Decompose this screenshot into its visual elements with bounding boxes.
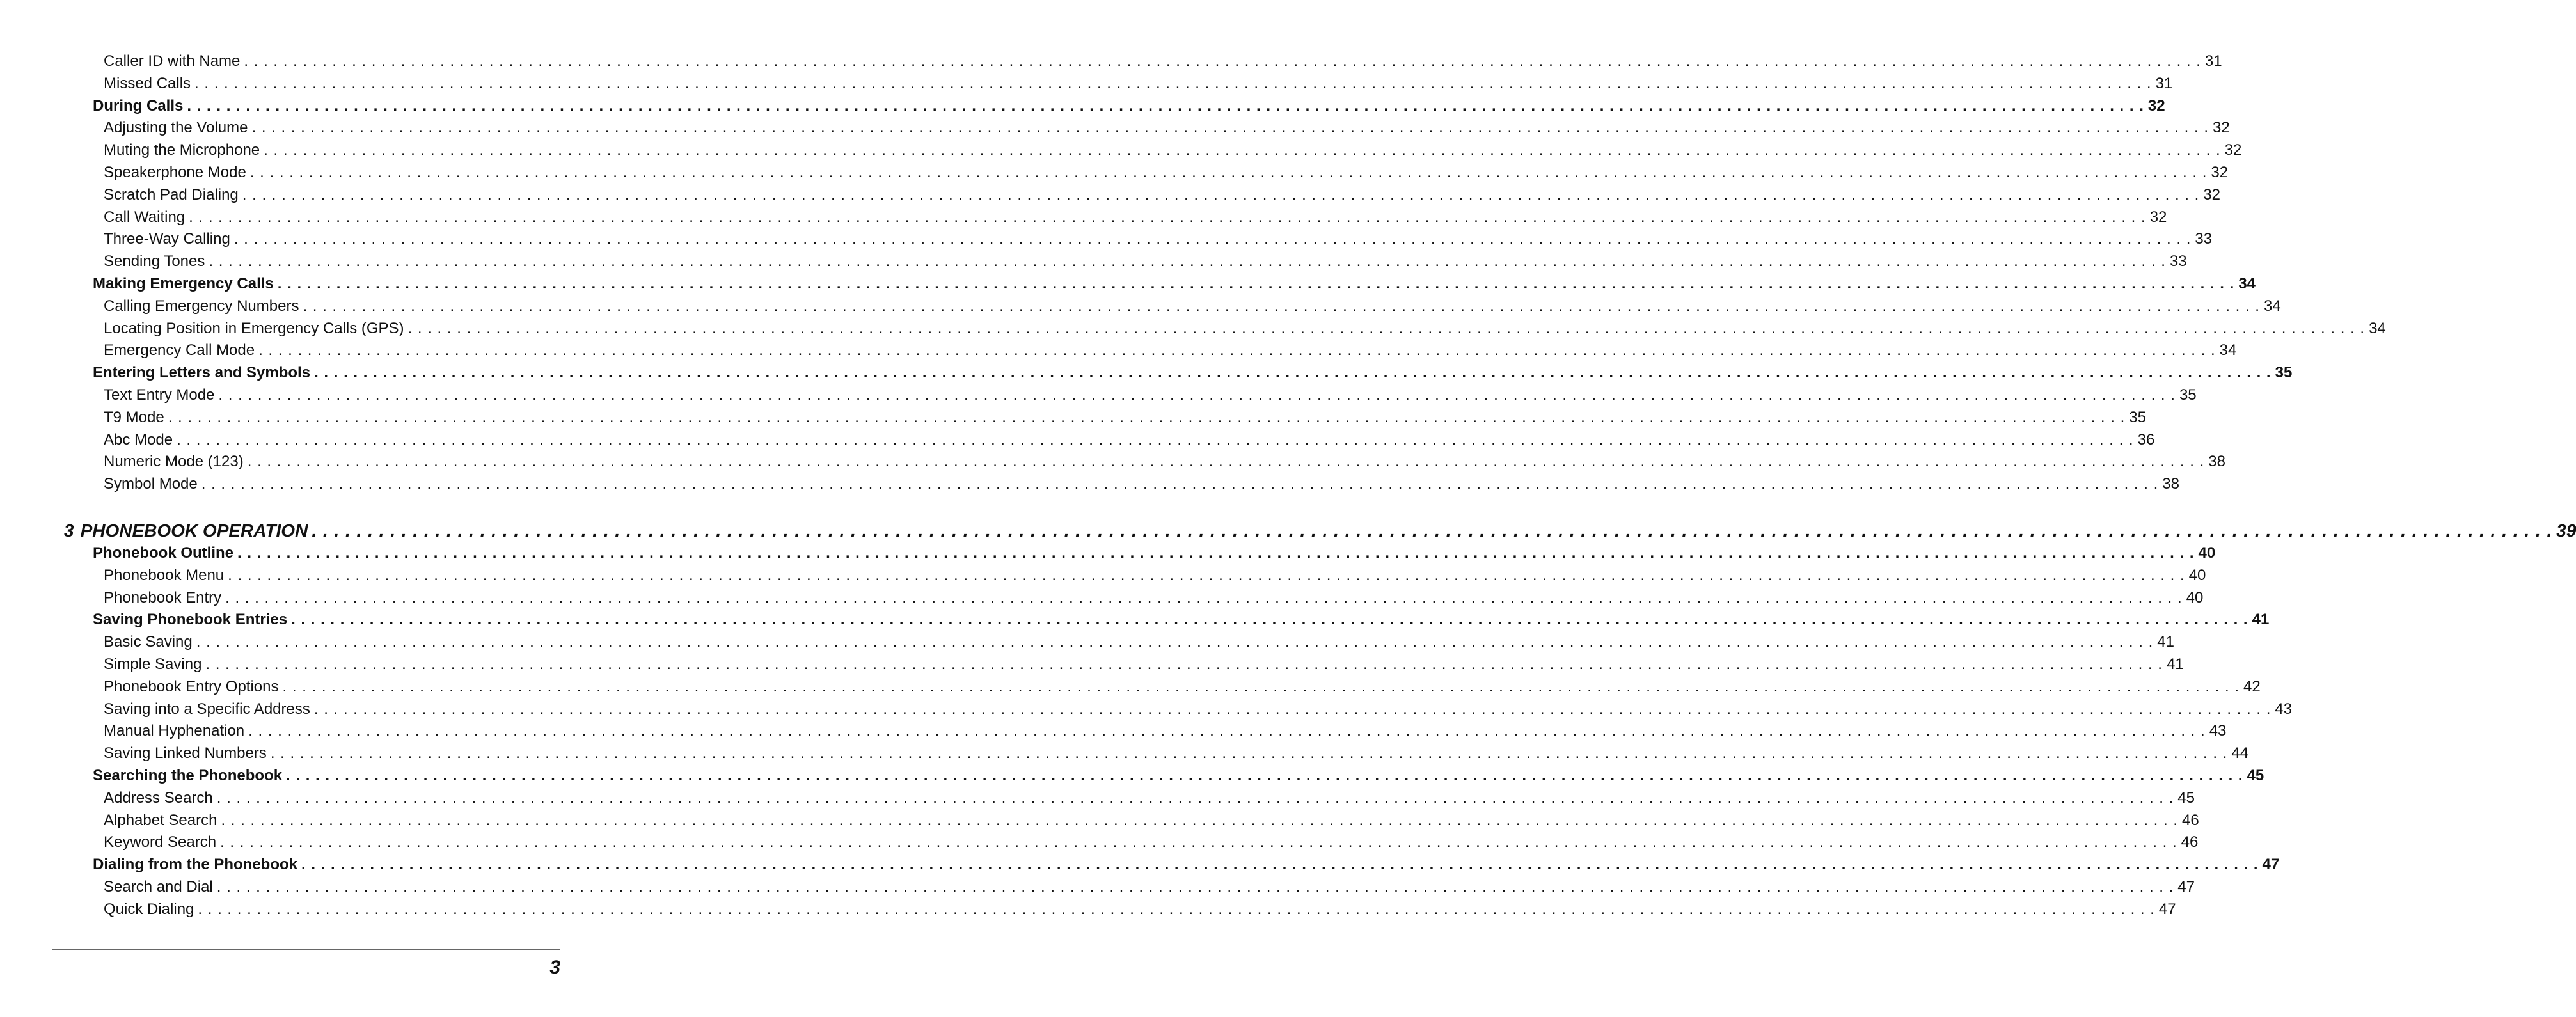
toc-section xyxy=(0,609,2270,631)
toc-page-number: 46 xyxy=(2182,811,2199,829)
toc-entry-text: Saving Phonebook Entries xyxy=(93,611,288,629)
table-of-contents xyxy=(0,51,2576,920)
toc-entry-text: Making Emergency Calls xyxy=(93,274,274,292)
toc-entry-text: Basic Saving xyxy=(104,633,193,651)
toc-page-number: 46 xyxy=(2181,833,2199,851)
dot-leader: . . . . . . . . . . . . . . . . . . . . . . . . . . . . . . . . . . . . . . . . . . . . . . . . . . . . . . . . . . . . . . . . . . . . . . . . . . . . . . . . . . . . . . . . . . . . . . . . . . . . . . . . . . . . . . . . . . . . . . . . . . . . . . . . . . . . . . . . . . . . . . . . . . . . . . . . . . . . . . . . . . . . . . . . . . . . . . . . . . . . . . . . . . . . . . . . . . . . . . . . xyxy=(277,274,2235,292)
toc-entry-text: Three-Way Calling xyxy=(104,230,230,248)
toc-entry-text: Saving into a Specific Address xyxy=(104,700,310,718)
toc-subsection xyxy=(0,810,2199,832)
toc-page-number: 41 xyxy=(2252,611,2270,629)
toc-page-number: 32 xyxy=(2211,163,2229,181)
toc-entry-title xyxy=(104,318,404,340)
toc-page-number: 35 xyxy=(2129,408,2146,426)
toc-page-number: 44 xyxy=(2231,745,2249,762)
toc-page-number: 32 xyxy=(2147,97,2165,114)
toc-page-number: 40 xyxy=(2186,588,2204,606)
toc-entry-title xyxy=(93,609,287,631)
toc-entry-title xyxy=(104,207,185,229)
toc-entry-title xyxy=(104,832,216,854)
toc-entry-title xyxy=(104,51,240,73)
dot-leader: . . . . . . . . . . . . . . . . . . . . . . . . . . . . . . . . . . . . . . . . . . . . . . . . . . . . . . . . . . . . . . . . . . . . . . . . . . . . . . . . . . . . . . . . . . . . . . . . . . . . . . . . . . . . . . . . . . . . . . . . . . . . . . . . . . . . . . . . . . . . . . . . . . . . . . . . . . . . . . . . . . . . . . . . . . . . . . . . . . . . . . . . . . . . . . . . . . . . . . . . xyxy=(303,297,2260,315)
toc-entry-text: Text Entry Mode xyxy=(104,386,215,404)
toc-entry-text: PHONEBOOK OPERATION xyxy=(80,520,308,540)
toc-subsection xyxy=(0,117,2230,139)
toc-entry-title xyxy=(104,340,255,362)
toc-subsection xyxy=(0,51,2222,73)
toc-entry-text: Search and Dial xyxy=(104,878,213,895)
toc-entry-text: Dialing from the Phonebook xyxy=(93,856,298,874)
toc-subsection xyxy=(0,676,2261,698)
toc-entry-text: Symbol Mode xyxy=(104,475,198,493)
toc-subsection xyxy=(0,384,2197,407)
dot-leader: . . . . . . . . . . . . . . . . . . . . . . . . . . . . . . . . . . . . . . . . . . . . . . . . . . . . . . . . . . . . . . . . . . . . . . . . . . . . . . . . . . . . . . . . . . . . . . . . . . . . . . . . . . . . . . . . . . . . . . . . . . . . . . . . . . . . . . . . . . . . . . . . . . . . . . . . . . . . . . . . . . . . . . . . . . . . . . . . . . . . . . . . . . . . . . . . . . . . . . . . xyxy=(247,453,2205,471)
toc-entry-title xyxy=(104,429,173,452)
toc-subsection xyxy=(0,228,2213,251)
dot-leader: . . . . . . . . . . . . . . . . . . . . . . . . . . . . . . . . . . . . . . . . . . . . . . . . . . . . . . . . . . . . . . . . . . . . . . . . . . . . . . . . . . . . . . . . . . . . . . . . . . . . . . . . . . . . . . . . . . . . . . . . . . . . . . . . . . . . . . . . . . . . . . . . . . . . . . . . . . . . . . . . . . . . . . . . . . . . . . . . . . . . . . . . . . . . . . . . . . . . . . . . xyxy=(189,208,2146,226)
toc-page-number: 47 xyxy=(2177,878,2195,895)
toc-entry-text: Adjusting the Volume xyxy=(104,119,248,137)
toc-section xyxy=(0,765,2264,787)
toc-subsection xyxy=(0,473,2179,496)
toc-section xyxy=(0,362,2293,384)
toc-entry-title xyxy=(104,162,246,184)
toc-entry-text: Muting the Microphone xyxy=(104,141,260,159)
toc-page-number: 43 xyxy=(2209,722,2227,740)
dot-leader: . . . . . . . . . . . . . . . . . . . . . . . . . . . . . . . . . . . . . . . . . . . . . . . . . . . . . . . . . . . . . . . . . . . . . . . . . . . . . . . . . . . . . . . . . . . . . . . . . . . . . . . . . . . . . . . . . . . . . . . . . . . . . . . . . . . . . . . . . . . . . . . . . . . . . . . . . . . . . . . . . . . . . . . . . . . . . . . . . . . . . . . . . . . . . . . . . . . . . . . . xyxy=(313,700,2272,718)
toc-entry-text: Entering Letters and Symbols xyxy=(93,364,311,382)
dot-leader: . . . . . . . . . . . . . . . . . . . . . . . . . . . . . . . . . . . . . . . . . . . . . . . . . . . . . . . . . . . . . . . . . . . . . . . . . . . . . . . . . . . . . . . . . . . . . . . . . . . . . . . . . . . . . . . . . . . . . . . . . . . . . . . . . . . . . . . . . . . . . . . . . . . . . . . . . . . . . . . . . . . . . . . . . . . . . . . . . . . . . . . . . . . . . . . . . . . . . . . . xyxy=(314,364,2272,382)
toc-entry-title xyxy=(104,698,310,721)
toc-subsection xyxy=(0,876,2195,899)
toc-page-number: 38 xyxy=(2162,475,2179,493)
toc-page-number: 32 xyxy=(2213,119,2230,137)
chapter-number: 3 xyxy=(64,520,74,540)
toc-page-number: 34 xyxy=(2263,297,2281,315)
toc-entry-title xyxy=(104,899,194,921)
dot-leader: . . . . . . . . . . . . . . . . . . . . . . . . . . . . . . . . . . . . . . . . . . . . . . . . . . . . . . . . . . . . . . . . . . . . . . . . . . . . . . . . . . . . . . . . . . . . . . . . . . . . . . . . . . . . . . . . . . . . . . . . . . . . . . . . . . . . . . . . . . . . . . . . . . . . . . . . . . . . . . . . . . . . . . . . . . . . . . . . . . . . . . . . . . . . . . . . . . . . . . . . xyxy=(291,611,2248,629)
dot-leader: . . . . . . . . . . . . . . . . . . . . . . . . . . . . . . . . . . . . . . . . . . . . . . . . . . . . . . . . . . . . . . . . . . . . . . . . . . . . . . . . . . . . . . . . . . . . . . . . . . . . . . . . . . . . . . . . . . . . . . . . . . . . . . . . . . . . . . . . . . . . . . . . . . . . . . . . . . . . . . . . . . . . . . . . . . . . . . . . . . . . . . . . . . . . . . . . . . . . . . . . xyxy=(312,520,2553,540)
toc-page-number: 40 xyxy=(2188,566,2206,584)
toc-subsection xyxy=(0,451,2225,473)
toc-entry-text: Calling Emergency Numbers xyxy=(104,297,299,315)
toc-subsection xyxy=(0,743,2249,765)
toc-page-number: 45 xyxy=(2177,789,2195,807)
dot-leader: . . . . . . . . . . . . . . . . . . . . . . . . . . . . . . . . . . . . . . . . . . . . . . . . . . . . . . . . . . . . . . . . . . . . . . . . . . . . . . . . . . . . . . . . . . . . . . . . . . . . . . . . . . . . . . . . . . . . . . . . . . . . . . . . . . . . . . . . . . . . . . . . . . . . . . . . . . . . . . . . . . . . . . . . . . . . . . . . . . . . . . . . . . . . . . . . . . . . . . . . xyxy=(218,386,2176,404)
toc-entry-text: Phonebook Entry xyxy=(104,588,222,606)
toc-entry-text: Numeric Mode (123) xyxy=(104,453,244,471)
toc-subsection xyxy=(0,698,2293,721)
toc-entry-text: During Calls xyxy=(93,97,184,114)
toc-page-number: 33 xyxy=(2195,230,2213,248)
toc-entry-title xyxy=(104,587,221,610)
toc-section xyxy=(0,273,2256,296)
toc-entry-text: Abc Mode xyxy=(104,430,173,448)
toc-entry-title xyxy=(104,117,248,139)
toc-entry-title xyxy=(64,519,308,542)
toc-subsection xyxy=(0,340,2237,362)
dot-leader: . . . . . . . . . . . . . . . . . . . . . . . . . . . . . . . . . . . . . . . . . . . . . . . . . . . . . . . . . . . . . . . . . . . . . . . . . . . . . . . . . . . . . . . . . . . . . . . . . . . . . . . . . . . . . . . . . . . . . . . . . . . . . . . . . . . . . . . . . . . . . . . . . . . . . . . . . . . . . . . . . . . . . . . . . . . . . . . . . . . . . . . . . . . . . . . . . . . . . . . . xyxy=(216,878,2174,895)
toc-entry-text: Searching the Phonebook xyxy=(93,766,283,784)
toc-entry-text: T9 Mode xyxy=(104,408,164,426)
toc-entry-text: Locating Position in Emergency Calls (GPS) xyxy=(104,319,404,337)
toc-section xyxy=(0,854,2280,876)
dot-leader: . . . . . . . . . . . . . . . . . . . . . . . . . . . . . . . . . . . . . . . . . . . . . . . . . . . . . . . . . . . . . . . . . . . . . . . . . . . . . . . . . . . . . . . . . . . . . . . . . . . . . . . . . . . . . . . . . . . . . . . . . . . . . . . . . . . . . . . . . . . . . . . . . . . . . . . . . . . . . . . . . . . . . . . . . . . . . . . . . . . . . . . . . . . . . . . . . . . . . . . . xyxy=(248,722,2206,740)
dot-leader: . . . . . . . . . . . . . . . . . . . . . . . . . . . . . . . . . . . . . . . . . . . . . . . . . . . . . . . . . . . . . . . . . . . . . . . . . . . . . . . . . . . . . . . . . . . . . . . . . . . . . . . . . . . . . . . . . . . . . . . . . . . . . . . . . . . . . . . . . . . . . . . . . . . . . . . . . . . . . . . . . . . . . . . . . . . . . . . . . . . . . . . . . . . . . . . . . . . . . . . . xyxy=(237,544,2195,562)
toc-page-number: 39 xyxy=(2556,520,2576,540)
dot-leader: . . . . . . . . . . . . . . . . . . . . . . . . . . . . . . . . . . . . . . . . . . . . . . . . . . . . . . . . . . . . . . . . . . . . . . . . . . . . . . . . . . . . . . . . . . . . . . . . . . . . . . . . . . . . . . . . . . . . . . . . . . . . . . . . . . . . . . . . . . . . . . . . . . . . . . . . . . . . . . . . . . . . . . . . . . . . . . . . . . . . . . . . . . . . . . . . . . . . . . . . xyxy=(198,900,2155,918)
toc-entry-text: Simple Saving xyxy=(104,655,202,673)
toc-page-number: 32 xyxy=(2203,185,2221,203)
toc-page-number: 35 xyxy=(2179,386,2197,404)
toc-page-number: 34 xyxy=(2219,342,2237,359)
dot-leader: . . . . . . . . . . . . . . . . . . . . . . . . . . . . . . . . . . . . . . . . . . . . . . . . . . . . . . . . . . . . . . . . . . . . . . . . . . . . . . . . . . . . . . . . . . . . . . . . . . . . . . . . . . . . . . . . . . . . . . . . . . . . . . . . . . . . . . . . . . . . . . . . . . . . . . . . . . . . . . . . . . . . . . . . . . . . . . . . . . . . . . . . . . . . . . . . . . . . . . . . xyxy=(301,856,2259,874)
toc-subsection xyxy=(0,184,2221,207)
toc-page-number: 43 xyxy=(2275,700,2293,718)
toc-entry-text: Emergency Call Mode xyxy=(104,342,255,359)
toc-page-number: 34 xyxy=(2369,319,2386,337)
toc-entry-title xyxy=(104,565,224,587)
dot-leader: . . . . . . . . . . . . . . . . . . . . . . . . . . . . . . . . . . . . . . . . . . . . . . . . . . . . . . . . . . . . . . . . . . . . . . . . . . . . . . . . . . . . . . . . . . . . . . . . . . . . . . . . . . . . . . . . . . . . . . . . . . . . . . . . . . . . . . . . . . . . . . . . . . . . . . . . . . . . . . . . . . . . . . . . . . . . . . . . . . . . . . . . . . . . . . . . . . . . . . . . xyxy=(286,766,2243,784)
toc-page-number: 31 xyxy=(2204,52,2222,70)
toc-entry-title xyxy=(93,854,297,876)
dot-leader: . . . . . . . . . . . . . . . . . . . . . . . . . . . . . . . . . . . . . . . . . . . . . . . . . . . . . . . . . . . . . . . . . . . . . . . . . . . . . . . . . . . . . . . . . . . . . . . . . . . . . . . . . . . . . . . . . . . . . . . . . . . . . . . . . . . . . . . . . . . . . . . . . . . . . . . . . . . . . . . . . . . . . . . . . . . . . . . . . . . . . . . . . . . . . . . . . . . . . . . . xyxy=(233,230,2192,248)
toc-entry-title xyxy=(104,451,244,473)
dot-leader: . . . . . . . . . . . . . . . . . . . . . . . . . . . . . . . . . . . . . . . . . . . . . . . . . . . . . . . . . . . . . . . . . . . . . . . . . . . . . . . . . . . . . . . . . . . . . . . . . . . . . . . . . . . . . . . . . . . . . . . . . . . . . . . . . . . . . . . . . . . . . . . . . . . . . . . . . . . . . . . . . . . . . . . . . . . . . . . . . . . . . . . . . . . . . . . . . . . . . . . . xyxy=(228,566,2185,584)
toc-entry-title xyxy=(104,676,279,698)
toc-entry-text: Phonebook Menu xyxy=(104,566,225,584)
dot-leader: . . . . . . . . . . . . . . . . . . . . . . . . . . . . . . . . . . . . . . . . . . . . . . . . . . . . . . . . . . . . . . . . . . . . . . . . . . . . . . . . . . . . . . . . . . . . . . . . . . . . . . . . . . . . . . . . . . . . . . . . . . . . . . . . . . . . . . . . . . . . . . . . . . . . . . . . . . . . . . . . . . . . . . . . . . . . . . . . . . . . . . . . . . . . . . . . . . . . . . . . xyxy=(282,677,2240,695)
toc-page-number: 36 xyxy=(2137,430,2155,448)
toc-entry-title xyxy=(104,743,267,765)
dot-leader: . . . . . . . . . . . . . . . . . . . . . . . . . . . . . . . . . . . . . . . . . . . . . . . . . . . . . . . . . . . . . . . . . . . . . . . . . . . . . . . . . . . . . . . . . . . . . . . . . . . . . . . . . . . . . . . . . . . . . . . . . . . . . . . . . . . . . . . . . . . . . . . . . . . . . . . . . . . . . . . . . . . . . . . . . . . . . . . . . . . . . . . . . . . . . . . . . . . . . . . . xyxy=(201,475,2159,493)
toc-subsection xyxy=(0,899,2176,921)
toc-entry-title xyxy=(104,228,230,251)
toc-page-number: 45 xyxy=(2247,766,2264,784)
toc-subsection xyxy=(0,654,2184,676)
toc-entry-text: Keyword Search xyxy=(104,833,217,851)
toc-page-number: 41 xyxy=(2166,655,2184,673)
toc-subsection xyxy=(0,139,2242,162)
toc-subsection xyxy=(0,162,2229,184)
toc-entry-text: Address Search xyxy=(104,789,213,807)
toc-subsection xyxy=(0,587,2204,610)
toc-page-number: 34 xyxy=(2238,274,2256,292)
toc-entry-text: Caller ID with Name xyxy=(104,52,241,70)
toc-entry-text: Manual Hyphenation xyxy=(104,722,245,740)
toc-subsection xyxy=(0,407,2146,429)
toc-page-number: 47 xyxy=(2262,856,2280,874)
toc-entry-title xyxy=(104,787,213,810)
dot-leader: . . . . . . . . . . . . . . . . . . . . . . . . . . . . . . . . . . . . . . . . . . . . . . . . . . . . . . . . . . . . . . . . . . . . . . . . . . . . . . . . . . . . . . . . . . . . . . . . . . . . . . . . . . . . . . . . . . . . . . . . . . . . . . . . . . . . . . . . . . . . . . . . . . . . . . . . . . . . . . . . . . . . . . . . . . . . . . . . . . . . . . . . . . . . . . . . . . . . . . . . xyxy=(225,588,2183,606)
dot-leader: . . . . . . . . . . . . . . . . . . . . . . . . . . . . . . . . . . . . . . . . . . . . . . . . . . . . . . . . . . . . . . . . . . . . . . . . . . . . . . . . . . . . . . . . . . . . . . . . . . . . . . . . . . . . . . . . . . . . . . . . . . . . . . . . . . . . . . . . . . . . . . . . . . . . . . . . . . . . . . . . . . . . . . . . . . . . . . . . . . . . . . . . . . . . . . . . . . . . . . . . xyxy=(249,163,2208,181)
dot-leader: . . . . . . . . . . . . . . . . . . . . . . . . . . . . . . . . . . . . . . . . . . . . . . . . . . . . . . . . . . . . . . . . . . . . . . . . . . . . . . . . . . . . . . . . . . . . . . . . . . . . . . . . . . . . . . . . . . . . . . . . . . . . . . . . . . . . . . . . . . . . . . . . . . . . . . . . . . . . . . . . . . . . . . . . . . . . . . . . . . . . . . . . . . . . . . . . . . . . . . . . xyxy=(194,74,2152,92)
toc-entry-title xyxy=(104,631,193,654)
toc-entry-title xyxy=(104,251,205,273)
dot-leader: . . . . . . . . . . . . . . . . . . . . . . . . . . . . . . . . . . . . . . . . . . . . . . . . . . . . . . . . . . . . . . . . . . . . . . . . . . . . . . . . . . . . . . . . . . . . . . . . . . . . . . . . . . . . . . . . . . . . . . . . . . . . . . . . . . . . . . . . . . . . . . . . . . . . . . . . . . . . . . . . . . . . . . . . . . . . . . . . . . . . . . . . . . . . . . . . . . . . . . . . xyxy=(270,745,2228,762)
toc-entry-title xyxy=(104,473,198,496)
toc-page-number: 47 xyxy=(2158,900,2176,918)
toc-entry-text: Missed Calls xyxy=(104,74,191,92)
toc-subsection xyxy=(0,429,2155,452)
page-number: 3 xyxy=(549,957,560,978)
toc-entry-title xyxy=(104,139,260,162)
toc-entry-title xyxy=(93,362,310,384)
toc-entry-text: Quick Dialing xyxy=(104,900,194,918)
toc-entry-title xyxy=(104,296,299,318)
toc-entry-title xyxy=(104,810,217,832)
toc-page-number: 31 xyxy=(2155,74,2173,92)
toc-entry-text: Phonebook Outline xyxy=(93,544,233,562)
toc-entry-text: Scratch Pad Dialing xyxy=(104,185,239,203)
toc-page-number: 42 xyxy=(2243,677,2261,695)
dot-leader: . . . . . . . . . . . . . . . . . . . . . . . . . . . . . . . . . . . . . . . . . . . . . . . . . . . . . . . . . . . . . . . . . . . . . . . . . . . . . . . . . . . . . . . . . . . . . . . . . . . . . . . . . . . . . . . . . . . . . . . . . . . . . . . . . . . . . . . . . . . . . . . . . . . . . . . . . . . . . . . . . . . . . . . . . . . . . . . . . . . . . . . . . . . . . . . . . . . . . . . . xyxy=(209,253,2166,271)
toc-entry-title xyxy=(93,273,274,296)
toc-subsection xyxy=(0,631,2174,654)
toc-entry-title xyxy=(104,384,214,407)
dot-leader: . . . . . . . . . . . . . . . . . . . . . . . . . . . . . . . . . . . . . . . . . . . . . . . . . . . . . . . . . . . . . . . . . . . . . . . . . . . . . . . . . . . . . . . . . . . . . . . . . . . . . . . . . . . . . . . . . . . . . . . . . . . . . . . . . . . . . . . . . . . . . . . . . . . . . . . . . . . . . . . . . . . . . . . . . . . . . . . . . . . . . . . . . . . . . . . . . . . . . . . . xyxy=(196,633,2154,651)
toc-entry-title xyxy=(104,876,213,899)
toc-entry-text: Alphabet Search xyxy=(104,811,217,829)
toc-subsection xyxy=(0,318,2386,340)
toc-section xyxy=(0,542,2216,565)
toc-subsection xyxy=(0,787,2195,810)
toc-entry-text: Speakerphone Mode xyxy=(104,163,246,181)
toc-page-number: 32 xyxy=(2224,141,2242,159)
toc-entry-text: Saving Linked Numbers xyxy=(104,745,267,762)
toc-entry-text: Phonebook Entry Options xyxy=(104,677,279,695)
toc-subsection xyxy=(0,251,2187,273)
toc-subsection xyxy=(0,720,2227,743)
toc-entry-title xyxy=(93,765,282,787)
dot-leader: . . . . . . . . . . . . . . . . . . . . . . . . . . . . . . . . . . . . . . . . . . . . . . . . . . . . . . . . . . . . . . . . . . . . . . . . . . . . . . . . . . . . . . . . . . . . . . . . . . . . . . . . . . . . . . . . . . . . . . . . . . . . . . . . . . . . . . . . . . . . . . . . . . . . . . . . . . . . . . . . . . . . . . . . . . . . . . . . . . . . . . . . . . . . . . . . . . . . . . . . xyxy=(177,430,2134,448)
dot-leader: . . . . . . . . . . . . . . . . . . . . . . . . . . . . . . . . . . . . . . . . . . . . . . . . . . . . . . . . . . . . . . . . . . . . . . . . . . . . . . . . . . . . . . . . . . . . . . . . . . . . . . . . . . . . . . . . . . . . . . . . . . . . . . . . . . . . . . . . . . . . . . . . . . . . . . . . . . . . . . . . . . . . . . . . . . . . . . . . . . . . . . . . . . . . . . . . . . . . . . . . xyxy=(264,141,2221,159)
toc-page-number: 40 xyxy=(2198,544,2216,562)
toc-entry-title xyxy=(104,407,164,429)
toc-subsection xyxy=(0,73,2173,95)
dot-leader: . . . . . . . . . . . . . . . . . . . . . . . . . . . . . . . . . . . . . . . . . . . . . . . . . . . . . . . . . . . . . . . . . . . . . . . . . . . . . . . . . . . . . . . . . . . . . . . . . . . . . . . . . . . . . . . . . . . . . . . . . . . . . . . . . . . . . . . . . . . . . . . . . . . . . . . . . . . . . . . . . . . . . . . . . . . . . . . . . . . . . . . . . . . . . . . . . . . . . . . . xyxy=(258,342,2216,359)
dot-leader: . . . . . . . . . . . . . . . . . . . . . . . . . . . . . . . . . . . . . . . . . . . . . . . . . . . . . . . . . . . . . . . . . . . . . . . . . . . . . . . . . . . . . . . . . . . . . . . . . . . . . . . . . . . . . . . . . . . . . . . . . . . . . . . . . . . . . . . . . . . . . . . . . . . . . . . . . . . . . . . . . . . . . . . . . . . . . . . . . . . . . . . . . . . . . . . . . . . . . . . . xyxy=(220,833,2177,851)
toc-entry-title xyxy=(104,720,244,743)
toc-page-number: 41 xyxy=(2157,633,2174,651)
toc-page-number: 38 xyxy=(2208,453,2225,471)
footer-divider xyxy=(52,949,560,950)
toc-page-number: 32 xyxy=(2149,208,2167,226)
toc-subsection xyxy=(0,296,2281,318)
toc-subsection xyxy=(0,832,2199,854)
dot-leader: . . . . . . . . . . . . . . . . . . . . . . . . . . . . . . . . . . . . . . . . . . . . . . . . . . . . . . . . . . . . . . . . . . . . . . . . . . . . . . . . . . . . . . . . . . . . . . . . . . . . . . . . . . . . . . . . . . . . . . . . . . . . . . . . . . . . . . . . . . . . . . . . . . . . . . . . . . . . . . . . . . . . . . . . . . . . . . . . . . . . . . . . . . . . . . . . . . . . . . . . xyxy=(244,52,2201,70)
dot-leader: . . . . . . . . . . . . . . . . . . . . . . . . . . . . . . . . . . . . . . . . . . . . . . . . . . . . . . . . . . . . . . . . . . . . . . . . . . . . . . . . . . . . . . . . . . . . . . . . . . . . . . . . . . . . . . . . . . . . . . . . . . . . . . . . . . . . . . . . . . . . . . . . . . . . . . . . . . . . . . . . . . . . . . . . . . . . . . . . . . . . . . . . . . . . . . . . . . . . . . . . xyxy=(251,119,2209,137)
toc-section xyxy=(0,95,2165,118)
toc-entry-text: Call Waiting xyxy=(104,208,186,226)
dot-leader: . . . . . . . . . . . . . . . . . . . . . . . . . . . . . . . . . . . . . . . . . . . . . . . . . . . . . . . . . . . . . . . . . . . . . . . . . . . . . . . . . . . . . . . . . . . . . . . . . . . . . . . . . . . . . . . . . . . . . . . . . . . . . . . . . . . . . . . . . . . . . . . . . . . . . . . . . . . . . . . . . . . . . . . . . . . . . . . . . . . . . . . . . . . . . . . . . . . . . . . . xyxy=(216,789,2174,807)
dot-leader: . . . . . . . . . . . . . . . . . . . . . . . . . . . . . . . . . . . . . . . . . . . . . . . . . . . . . . . . . . . . . . . . . . . . . . . . . . . . . . . . . . . . . . . . . . . . . . . . . . . . . . . . . . . . . . . . . . . . . . . . . . . . . . . . . . . . . . . . . . . . . . . . . . . . . . . . . . . . . . . . . . . . . . . . . . . . . . . . . . . . . . . . . . . . . . . . . . . . . . . . xyxy=(221,811,2178,829)
toc-subsection xyxy=(0,565,2206,587)
dot-leader: . . . . . . . . . . . . . . . . . . . . . . . . . . . . . . . . . . . . . . . . . . . . . . . . . . . . . . . . . . . . . . . . . . . . . . . . . . . . . . . . . . . . . . . . . . . . . . . . . . . . . . . . . . . . . . . . . . . . . . . . . . . . . . . . . . . . . . . . . . . . . . . . . . . . . . . . . . . . . . . . . . . . . . . . . . . . . . . . . . . . . . . . . . . . . . . . . . . . . . . . xyxy=(187,97,2144,114)
toc-entry-text: Sending Tones xyxy=(104,253,205,271)
toc-entry-title xyxy=(104,654,201,676)
toc-entry-title xyxy=(93,95,183,118)
dot-leader: . . . . . . . . . . . . . . . . . . . . . . . . . . . . . . . . . . . . . . . . . . . . . . . . . . . . . . . . . . . . . . . . . . . . . . . . . . . . . . . . . . . . . . . . . . . . . . . . . . . . . . . . . . . . . . . . . . . . . . . . . . . . . . . . . . . . . . . . . . . . . . . . . . . . . . . . . . . . . . . . . . . . . . . . . . . . . . . . . . . . . . . . . . . . . . . . . . . . . . . . xyxy=(242,185,2200,203)
toc-entry-title xyxy=(104,73,191,95)
toc-entry-title xyxy=(93,542,233,565)
toc-page-number: 35 xyxy=(2275,364,2293,382)
toc-page-number: 33 xyxy=(2169,253,2187,271)
toc-subsection xyxy=(0,207,2167,229)
dot-leader: . . . . . . . . . . . . . . . . . . . . . . . . . . . . . . . . . . . . . . . . . . . . . . . . . . . . . . . . . . . . . . . . . . . . . . . . . . . . . . . . . . . . . . . . . . . . . . . . . . . . . . . . . . . . . . . . . . . . . . . . . . . . . . . . . . . . . . . . . . . . . . . . . . . . . . . . . . . . . . . . . . . . . . . . . . . . . . . . . . . . . . . . . . . . . . . . . . . . . . . . xyxy=(205,655,2163,673)
toc-entry-title xyxy=(104,184,239,207)
toc-chapter xyxy=(0,519,2576,542)
dot-leader: . . . . . . . . . . . . . . . . . . . . . . . . . . . . . . . . . . . . . . . . . . . . . . . . . . . . . . . . . . . . . . . . . . . . . . . . . . . . . . . . . . . . . . . . . . . . . . . . . . . . . . . . . . . . . . . . . . . . . . . . . . . . . . . . . . . . . . . . . . . . . . . . . . . . . . . . . . . . . . . . . . . . . . . . . . . . . . . . . . . . . . . . . . . . . . . . . . . . . . . . xyxy=(407,319,2366,337)
dot-leader: . . . . . . . . . . . . . . . . . . . . . . . . . . . . . . . . . . . . . . . . . . . . . . . . . . . . . . . . . . . . . . . . . . . . . . . . . . . . . . . . . . . . . . . . . . . . . . . . . . . . . . . . . . . . . . . . . . . . . . . . . . . . . . . . . . . . . . . . . . . . . . . . . . . . . . . . . . . . . . . . . . . . . . . . . . . . . . . . . . . . . . . . . . . . . . . . . . . . . . . . xyxy=(168,408,2126,426)
